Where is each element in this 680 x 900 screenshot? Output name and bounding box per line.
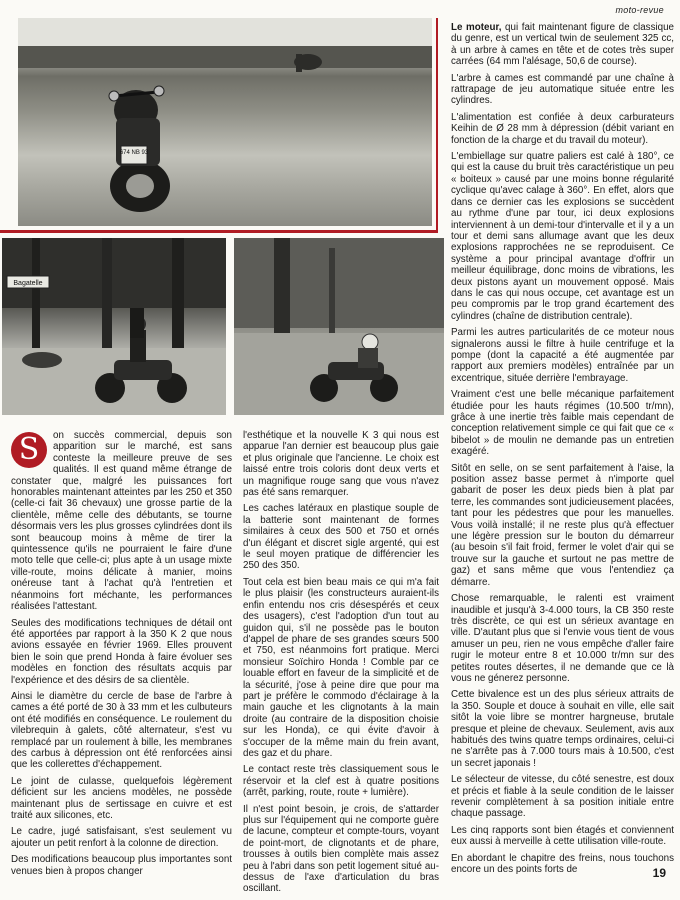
drop-cap: S — [11, 432, 47, 468]
photo-motorcycle-lawn — [18, 18, 432, 226]
paragraph: l'esthétique et la nouvelle K 3 qui nous est apparue l'an dernier est beaucoup plus gaie et plus originale que l'ancienne. Le choix est laissé entre trois coloris dont deux verts et un magnifique rouge sang que vous n'avez pas été sans remarquer. — [243, 430, 439, 499]
article-column-1 — [11, 430, 232, 882]
red-horizontal-rule — [0, 230, 438, 233]
paragraph: Cette bivalence est un des plus sérieux attraits de la 350. Souple et douce à souhait en ville, elle sait sitôt la voie libre se montrer hargneuse, brutale presque et pleine de chevaux. Seulement, avis aux habitués des twins quatre temps ordinaires, celui-ci ne s'arrête pas à 7.000 tours mais à 10.500, c'est un secret japonais ! — [451, 689, 674, 769]
paragraph: Seules des modifications techniques de détail ont été apportées par rapport à la 350 K 2 que nous avions essayée en février 1969. Elles prouvent bien le soin que prend Honda à faire évoluer ses modèles en fonction des résultats acquis par l'expérience et des désirs de sa clientèle. — [11, 617, 232, 686]
photo-rider-park — [234, 238, 444, 415]
paragraph: Sitôt en selle, on se sent parfaitement à l'aise, la position assez basse permet à n'importe quel gabarit de poser les deux pieds bien à plat par terre, les commandes sont judicieusement placées, tant pour les pédestres que pour les manuelles. Vous voilà installé; il ne reste plus qu'à effectuer une légère pression sur le bouton du démarreur (au besoin s'il fait froid, fermer le volet d'air qui se trouve sur la gauche et surtout ne pas mettre de gaz) et sans même que vous l'entendiez ça démarre. — [451, 462, 674, 588]
paragraph: Chose remarquable, le ralenti est vraiment inaudible et jusqu'à 3-4.000 tours, la CB 350 reste très discrète, ce qui est un sérieux avantage en ville. D'autant plus que si l'envie vous tient de vous amuser un peu, rien ne vous empêche d'aller faire rugir le moteur entre 8 et 10.000 tr/mn sur des petites routes désertes, il ne demande que ce là vous ne génerez personne. — [451, 593, 674, 684]
paragraph: Le sélecteur de vitesse, du côté senestre, est doux et précis et fiable à la seule condition de le laisser revenir complètement à sa position initiale entre chaque passage. — [451, 774, 674, 820]
paragraph: Il n'est point besoin, je crois, de s'attarder plus sur l'équipement qui ne comporte guère de lacune, compteur et compte-tours, voyant de point-mort, de clignotants et de phare, trousses à outils bien complète mais assez peu à l'abri dans son petit logement situé au-dessus de l'axe d'articulation du bras oscillant. — [243, 803, 439, 895]
paragraph: Les cinq rapports sont bien étagés et conviennent eux aussi à merveille à cette utilisation ville-route. — [451, 824, 674, 848]
paragraph: Le joint de culasse, quelquefois légèrement déficient sur les anciens modèles, ne possède maintenant plus de sertissage en cuivre et est traité aux silicones, etc. — [11, 775, 232, 821]
paragraph: S on succès commercial, depuis son apparition sur le marché, est sans conteste la meilleure preuve de ses qualités. Il est quand même étrange de constater que, malgré les puissances fort honorables maintenant atteintes par les 250 et 350 (celle-ci fait 36 chevaux) une grosse partie de la clientèle, même celle des débutants, se tourne désormais vers les plus grosses cylindrées dont ils sont beaucoup moins à même de tirer la quintessence qu'ils ne pourraient le faire d'une moto telle que celle-ci; plus apte à un usage mixte ville-route, moins délicate à manier, moins onéreuse tant à l'achat qu'à l'entretien et néanmoins fort méchante, les performances réalisées l'attestant. — [11, 430, 232, 613]
paragraph: L'arbre à cames est commandé par une chaîne à rattrapage de jeu automatique située entre les cylindres. — [451, 72, 674, 107]
paragraph: Les caches latéraux en plastique souple de la batterie sont maintenant de formes similaires à ceux des 500 et 750 et ornés d'un élégant et discret sigle argenté, qui est le seul moyen pratique de différencier les 250 des 350. — [243, 503, 439, 572]
paragraph: Le moteur, qui fait maintenant figure de classique du genre, est un vertical twin de seulement 325 cc, à un arbre à cames en tête et de cotes très super carrées (64 mm l'alésage, 50,6 de course). — [451, 22, 674, 68]
paragraph: Des modifications beaucoup plus importantes sont venues bien à propos changer — [11, 854, 232, 877]
page-number: 19 — [652, 866, 666, 880]
sign-text: Bagatelle — [13, 280, 43, 287]
article-column-2 — [243, 430, 439, 900]
paragraph: L'alimentation est confiée à deux carburateurs Keihin de Ø 28 mm à dépression (débit variant en fonction de la charge et du travail du moteur). — [451, 111, 674, 146]
paragraph: Vraiment c'est une belle mécanique parfaitement étudiée pour les hauts régimes (10.500 tr/mn), grâce à une inertie très faible mais cependant de conception relativement simple ce qui fait que ce « bibelot » de moulin ne demande pas un entretien exagéré. — [451, 389, 674, 458]
photo-right-drawing — [234, 238, 444, 415]
photo-top-drawing — [18, 18, 432, 226]
paragraph: Le cadre, jugé satisfaisant, s'est seulement vu ajouter un petit renfort à la colonne de direction. — [11, 826, 232, 849]
paragraph: Tout cela est bien beau mais ce qui m'a fait le plus plaisir (les constructeurs auraient-ils enfin entendu nos cris désespérés et ceux des usagers), c'est l'adoption d'un tout au guidon qui, s'il ne possède pas le bouton d'appel de phare de ses grandes sœurs 500 et 750, est néanmoins fort pratique. Merci monsieur Soïchiro Honda ! Comble par ce louable effort en faveur de la simplicité et de la sécurité, j'ose à peine dire que pour ma part je préfère le commodo d'éclairage à la main gauche et les clignotants à la main droite (au contraire de la disposition choisie sur les Honda), ce qui évite d'avoir à s'occuper de la même main du frein avant, des gaz et du phare. — [243, 576, 439, 759]
article-column-3 — [451, 22, 674, 880]
photo-left-drawing — [2, 238, 226, 415]
paragraph: Parmi les autres particularités de ce moteur nous signalerons aussi le filtre à huile centrifuge et la pompe (dont la capacité a été augmentée par rapport aux premiers modèles) entraînée par un excentrique, située derrière l'embrayage. — [451, 327, 674, 384]
plate-text: 674 NB 93 — [119, 150, 149, 156]
red-vertical-rule — [436, 18, 438, 233]
paragraph: Ainsi le diamètre du cercle de base de l'arbre à cames a été porté de 30 à 33 mm et les culbuteurs ont été modifiés en conséquence. Le roulement du vilebrequin à galets, côté alternateur, s'est vu remplacé par un roulement à bille, les membranes des carbus à dépression ont été renforcées ainsi que les collerettes d'échappement. — [11, 690, 232, 771]
paragraph: Le contact reste très classiquement sous le réservoir et la clef est à quatre positions (arrêt, parking, route, route + lumière). — [243, 764, 439, 799]
lead-in: Le moteur, — [451, 22, 502, 33]
section-header: moto-revue — [615, 5, 664, 15]
paragraph: L'embiellage sur quatre paliers est calé à 180°, ce qui est la cause du bruit très caractéristique un peu « boiteux » causé par une moins bonne régularité cyclique qu'avec calage à 360°. En effet, alors que dans ce dernier cas les explosions se succèdent au rythme d'une par tour, ici deux explosions interviennent à un demi-tour d'intervalle et il y a un tour et demi sans allumage avant que les deux explosions rapprochées ne se reproduisent. Ce système a pour principal avantage d'offrir un meilleur équilibrage, donc moins de vibrations, les deux pistons ayant un mouvement opposé. Mais dans le cas qui nous occupe, cet avantage est un peu compromis par le trop grand écartement des cylindres (chaîne de distribution centrale). — [451, 151, 674, 322]
paragraph: En abordant le chapitre des freins, nous touchons encore un des points forts de — [451, 852, 674, 876]
photo-rider-bagatelle — [2, 238, 226, 415]
